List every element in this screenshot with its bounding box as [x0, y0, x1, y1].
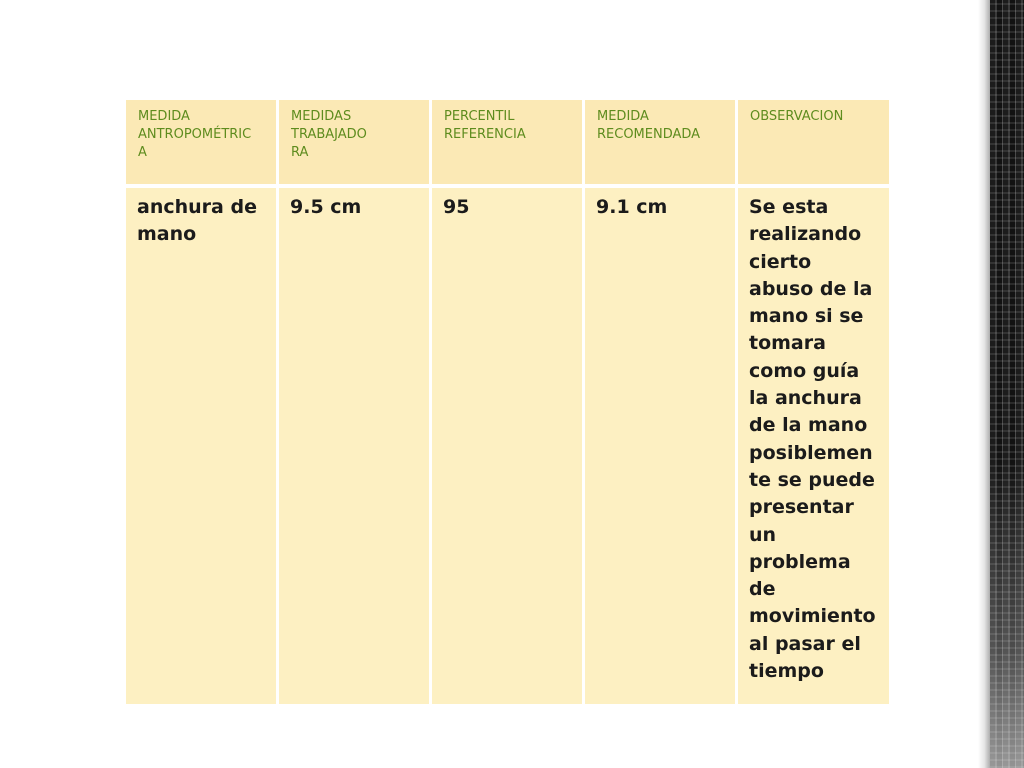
- cell-observacion: Se esta realizando cierto abuso de la mano si se tomara como guía la anchura de la mano posiblemente se puede presentar un problema de movimiento al pasar el tiempo: [738, 188, 889, 704]
- cell-medida-trabajadora: 9.5 cm: [279, 188, 429, 704]
- table-header-row: [123, 100, 891, 184]
- cell-medida: anchura de mano: [126, 188, 276, 704]
- header-medida-antropometrica: MEDIDA ANTROPOMÉTRICA: [126, 100, 276, 184]
- table-row: [123, 188, 891, 704]
- header-observacion: OBSERVACION: [738, 100, 889, 184]
- cell-percentil: 95: [432, 188, 582, 704]
- header-percentil-referencia: PERCENTIL REFERENCIA: [432, 100, 582, 184]
- header-medidas-trabajadora: MEDIDAS TRABAJADORA: [279, 100, 429, 184]
- anthropometry-table: [123, 100, 891, 704]
- cell-medida-recomendada: 9.1 cm: [585, 188, 735, 704]
- decorative-edge-band: [990, 0, 1024, 768]
- header-medida-recomendada: MEDIDA RECOMENDADA: [585, 100, 735, 184]
